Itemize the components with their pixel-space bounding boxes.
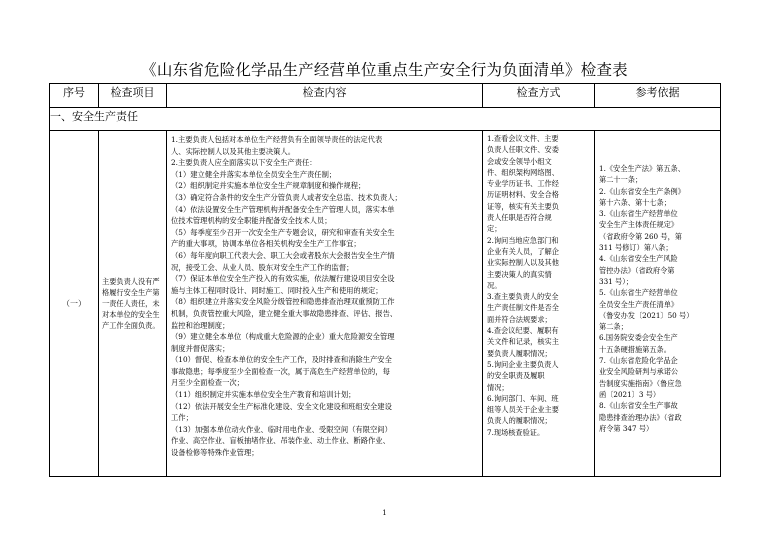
method-lines: [487, 133, 591, 438]
content-line: （4）依法设置安全生产管理机构并配备安全生产管理人员，落实本单: [171, 204, 395, 214]
header-basis: 参考依据: [595, 84, 721, 108]
content-line: （12）依法开展安全生产标准化建设、安全文化建设和班组安全建设: [171, 401, 392, 411]
content-line: 人、实际控制人以及其他主要决策人。: [171, 146, 296, 156]
content-line: （3）确定符合条件的安全生产分管负责人或者安全总监、技术负责人；: [171, 192, 402, 202]
header-row: [50, 84, 721, 108]
basis-line: 331 号）；: [599, 276, 633, 286]
basis-line: 4.《山东省安全生产风险: [599, 254, 678, 264]
header-content: 检查内容: [167, 84, 483, 108]
row-basis: [595, 131, 721, 477]
method-line: 组等人员关于企业主要: [487, 405, 559, 415]
header-method: 检查方式: [483, 84, 595, 108]
basis-line: 1.《安全生产法》第五条、: [599, 164, 685, 173]
basis-line: 8.《山东省安全生产事故: [599, 401, 678, 411]
row-content: [167, 131, 483, 477]
basis-line: 管控办法》（省政府令第: [599, 265, 675, 275]
method-line: 关文件和记录，核实主: [487, 337, 559, 347]
content-line: 监控和治理制度；: [171, 320, 230, 330]
basis-line: 安全生产主体责任规定》: [599, 220, 679, 230]
inspection-table: [49, 83, 721, 477]
section-title: 一、安全生产责任: [50, 108, 721, 131]
basis-line: 函〔2021〕3 号）: [599, 389, 661, 399]
basis-line: 3.《山东省生产经营单位: [599, 209, 678, 219]
method-line: 2.询问当地应急部门和: [487, 235, 559, 245]
header-seq: 序号: [50, 84, 99, 108]
method-line: 要负责人履职情况；: [487, 348, 552, 358]
content-line: （2）组织制定并实施本单位安全生产规章制度和操作规程；: [171, 181, 366, 191]
basis-lines: [599, 163, 717, 434]
basis-line: 311 号修订）第八条；: [599, 243, 673, 253]
content-line: 制度并督促落实；: [171, 343, 230, 353]
basis-line: 府令第 347 号）: [599, 423, 654, 433]
basis-line: 第十六条、第十七条；: [599, 197, 671, 207]
content-line: （1）建立健全并落实本单位全员安全生产责任制；: [171, 169, 337, 179]
basis-line: 全员安全生产责任清单》: [599, 299, 679, 309]
basis-line: 2.《山东省安全生产条例》: [599, 186, 685, 196]
basis-line: （省政府令第 260 号，第: [599, 231, 682, 241]
method-line: 生产责任制文件是否全: [487, 303, 559, 313]
content-line: （13）加强本单位动火作业、临时用电作业、受限空间（有限空间）: [171, 424, 392, 434]
content-line: （8）组织建立并落实安全风险分级管控和隐患排查治理双重预防工作: [171, 297, 395, 307]
method-line: 业实际控制人以及其他: [487, 258, 559, 268]
method-line: 件、组织架构网络图、: [487, 167, 559, 177]
method-line: 历证明材料、安全合格: [487, 190, 559, 200]
method-line: 负责人任职文件、安委: [487, 145, 559, 155]
method-line: 专业学历证书、工作经: [487, 179, 559, 189]
method-line: 3.查主要负责人的安全: [487, 292, 559, 302]
content-line: （7）保证本单位安全生产投入的有效实施，依法履行建设项目安全设: [171, 274, 395, 284]
content-line: 况，接受工会、从业人员、股东对安全生产工作的监督；: [171, 262, 354, 272]
method-line: 4.查会议纪要、履职有: [487, 326, 559, 336]
method-line: 7.现场核查验证。: [487, 427, 545, 437]
content-lines: [171, 134, 478, 459]
content-line: 1.主要负责人包括对本单位生产经营负有全面领导责任的法定代表: [171, 135, 383, 144]
method-line: 面并符合法规要求；: [487, 314, 552, 324]
content-line: 事故隐患；每季度至少全面检查一次，属于高危生产经营单位的，每: [171, 366, 390, 376]
content-line: 施与主体工程同时设计、同时施工、同时投入生产和使用的规定；: [171, 285, 383, 295]
method-line: 责人任职是否符合规: [487, 213, 552, 223]
row-item: [99, 131, 167, 477]
method-line: 定；: [487, 224, 502, 234]
method-line: 会或安全领导小组文: [487, 156, 552, 166]
method-line: 负责人的履职情况；: [487, 416, 552, 426]
method-line: 主要决策人的真实情: [487, 269, 552, 279]
basis-line: 隐患排查治理办法》（省政: [599, 412, 682, 422]
content-line: 作业、高空作业、盲板抽堵作业、吊装作业、动土作业、断路作业、: [171, 436, 390, 446]
method-line: 5.询问企业主要负责人: [487, 359, 559, 369]
table-row: [50, 131, 721, 477]
method-line: 1.查看会议文件、主要: [487, 134, 559, 143]
content-line: 工作；: [171, 413, 193, 423]
header-item: 检查项目: [99, 84, 167, 108]
basis-line: 十五条硬措施第五条。: [599, 344, 671, 354]
content-line: （9）建立健全本单位（构成重大危险源的企业）重大危险源安全管理: [171, 332, 395, 342]
basis-line: 第二条；: [599, 322, 628, 332]
basis-line: （鲁安办发〔2021〕50 号）: [599, 310, 694, 320]
row-method: [483, 131, 595, 477]
content-line: 位技术管理机构的安全职能并配备安全技术人员；: [171, 216, 332, 226]
content-line: （5）每季度至少召开一次安全生产专题会议，研究和审查有关安全生: [171, 227, 395, 237]
method-line: 企业有关人员，了解企: [487, 246, 559, 256]
method-line: 情况；: [487, 382, 509, 392]
section-row: [50, 108, 721, 131]
method-line: 的安全职责及履职: [487, 371, 545, 381]
basis-line: 7.《山东省危险化学品企: [599, 356, 678, 366]
page-number: 1: [382, 509, 387, 517]
basis-line: 6.国务院安委会安全生产: [599, 333, 678, 343]
basis-line: 业安全风险研判与承诺公: [599, 367, 679, 377]
method-line: 证等，核实有关主要负: [487, 201, 559, 211]
content-line: 月至少全面检查一次；: [171, 378, 244, 388]
basis-line: 第二十一条；: [599, 175, 643, 185]
row-item-text: 主要负责人没有严格履行安全生产第一责任人责任，未对本单位的安全生产工作全面负责。: [102, 277, 160, 330]
content-line: 机制，负责管控重大风险，建立健全重大事故隐患排查、评估、报告、: [171, 308, 398, 318]
method-line: 6.询问部门、车间、班: [487, 393, 559, 403]
content-line: 设备检修等特殊作业管理；: [171, 448, 259, 458]
method-line: 况。: [487, 280, 502, 290]
content-line: 产的重大事项，协调本单位各相关机构安全生产工作事宜；: [171, 239, 361, 249]
content-line: （10）督促、检查本单位的安全生产工作，及时排查和消除生产安全: [171, 355, 392, 365]
basis-line: 5.《山东省生产经营单位: [599, 288, 678, 298]
content-line: （11）组织制定并实施本单位安全生产教育和培训计划；: [171, 390, 356, 400]
row-seq: （一）: [50, 131, 99, 477]
basis-line: 告制度实施指南》（鲁应急: [599, 378, 682, 388]
page-title: 《山东省危险化学品生产经营单位重点生产安全行为负面清单》检查表: [141, 61, 628, 79]
content-line: 2.主要负责人应全面落实以下安全生产责任：: [171, 158, 317, 168]
content-line: （6）每年度向职工代表大会、职工大会或者股东大会报告安全生产情: [171, 250, 395, 260]
